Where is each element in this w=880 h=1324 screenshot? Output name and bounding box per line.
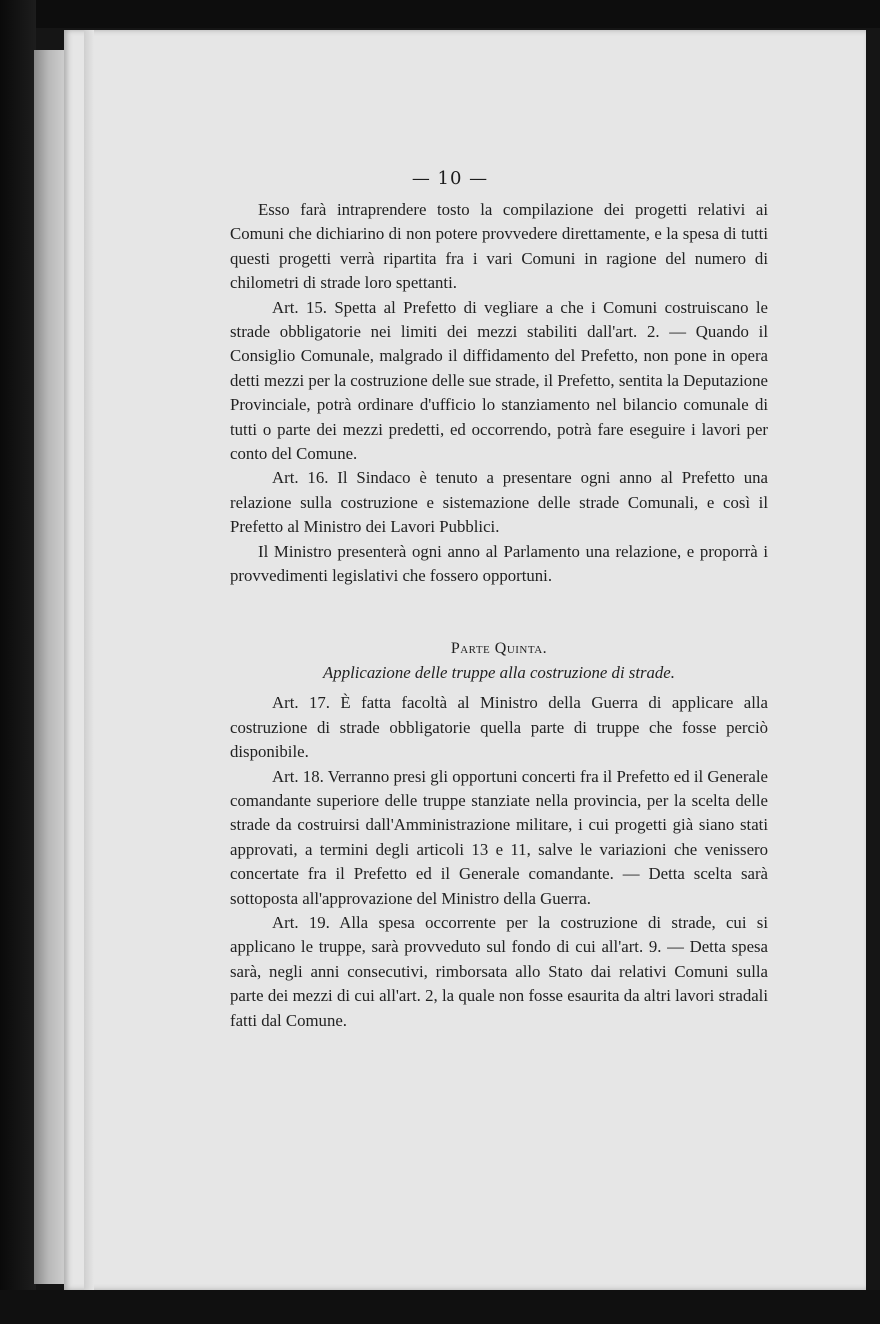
paragraph: Il Ministro presenterà ogni anno al Parlamento una relazione, e proporrà i provvedimenti legislativi che fossero opportuni. [230,541,768,586]
page-number: — 10 — [411,168,489,189]
scan-bottom-border [0,1290,880,1324]
scan-left-border [0,0,36,1324]
paragraph-art-16: Art. 16. Il Sindaco è tenuto a presentare ogni anno al Prefetto una relazione sulla costruzione e sistemazione delle strade Comunali, e così il Prefetto al Ministro dei Lavori Pubblici. [230,468,768,537]
paragraph-art-19: Art. 19. Alla spesa occorrente per la costruzione di strade, cui si applicano le truppe, sarà provveduto sul fondo di cui all'art. 9. — Detta spesa sarà, negli anni consecutivi, rimborsata allo Stato dai relativi Comuni sulla parte dei mezzi di cui all'art. 2, la quale non fosse esaurita da altri lavori stradali fatti dal Comune. [230,912,768,1030]
paragraph: Esso farà intraprendere tosto la compilazione dei progetti relativi ai Comuni che dichiarino di non potere provvedere direttamente, e la spesa di tutti questi progetti verrà ripartita fra i vari Comuni in ragione del numero di chilometri di strade loro spettanti. [230,200,768,293]
scan-top-border [0,0,880,28]
page-body-text [230,198,768,1033]
section-title: Parte Quinta. [450,639,548,657]
paragraph-art-18: Art. 18. Verranno presi gli opportuni concerti fra il Prefetto ed il Generale comandante superiore delle truppe stanziate nella provincia, per la scelta delle strade da costruirsi dall'Amministrazione militare, i cui progetti già siano stati approvati, a termini degli articoli 13 e 11, salve le variazioni che venissero concertate fra il Prefetto ed il Generale comandante. — Detta scelta sarà sottoposta all'approvazione del Ministro della Guerra. [230,766,768,908]
paragraph-art-17: Art. 17. È fatta facoltà al Ministro della Guerra di applicare alla costruzione di strade obbligatorie quella parte di truppe che fosse perciò disponibile. [230,693,768,762]
page-gutter-shadow [84,30,94,1290]
paragraph-art-15: Art. 15. Spetta al Prefetto di vegliare a che i Comuni costruiscano le strade obbligatorie nei limiti dei mezzi stabiliti dall'art. 2. — Quando il Consiglio Comunale, malgrado il diffidamento del Prefetto, non pone in opera detti mezzi per la costruzione delle sue strade, il Prefetto, sentita la Deputazione Provinciale, potrà ordinare d'ufficio lo stanziamento nel bilancio comunale di tutti o parte dei mezzi predetti, ed occorrendo, potrà fare eseguire i lavori per conto del Comune. [230,297,768,464]
section-subtitle: Applicazione delle truppe alla costruzione di strade. [323,662,675,682]
